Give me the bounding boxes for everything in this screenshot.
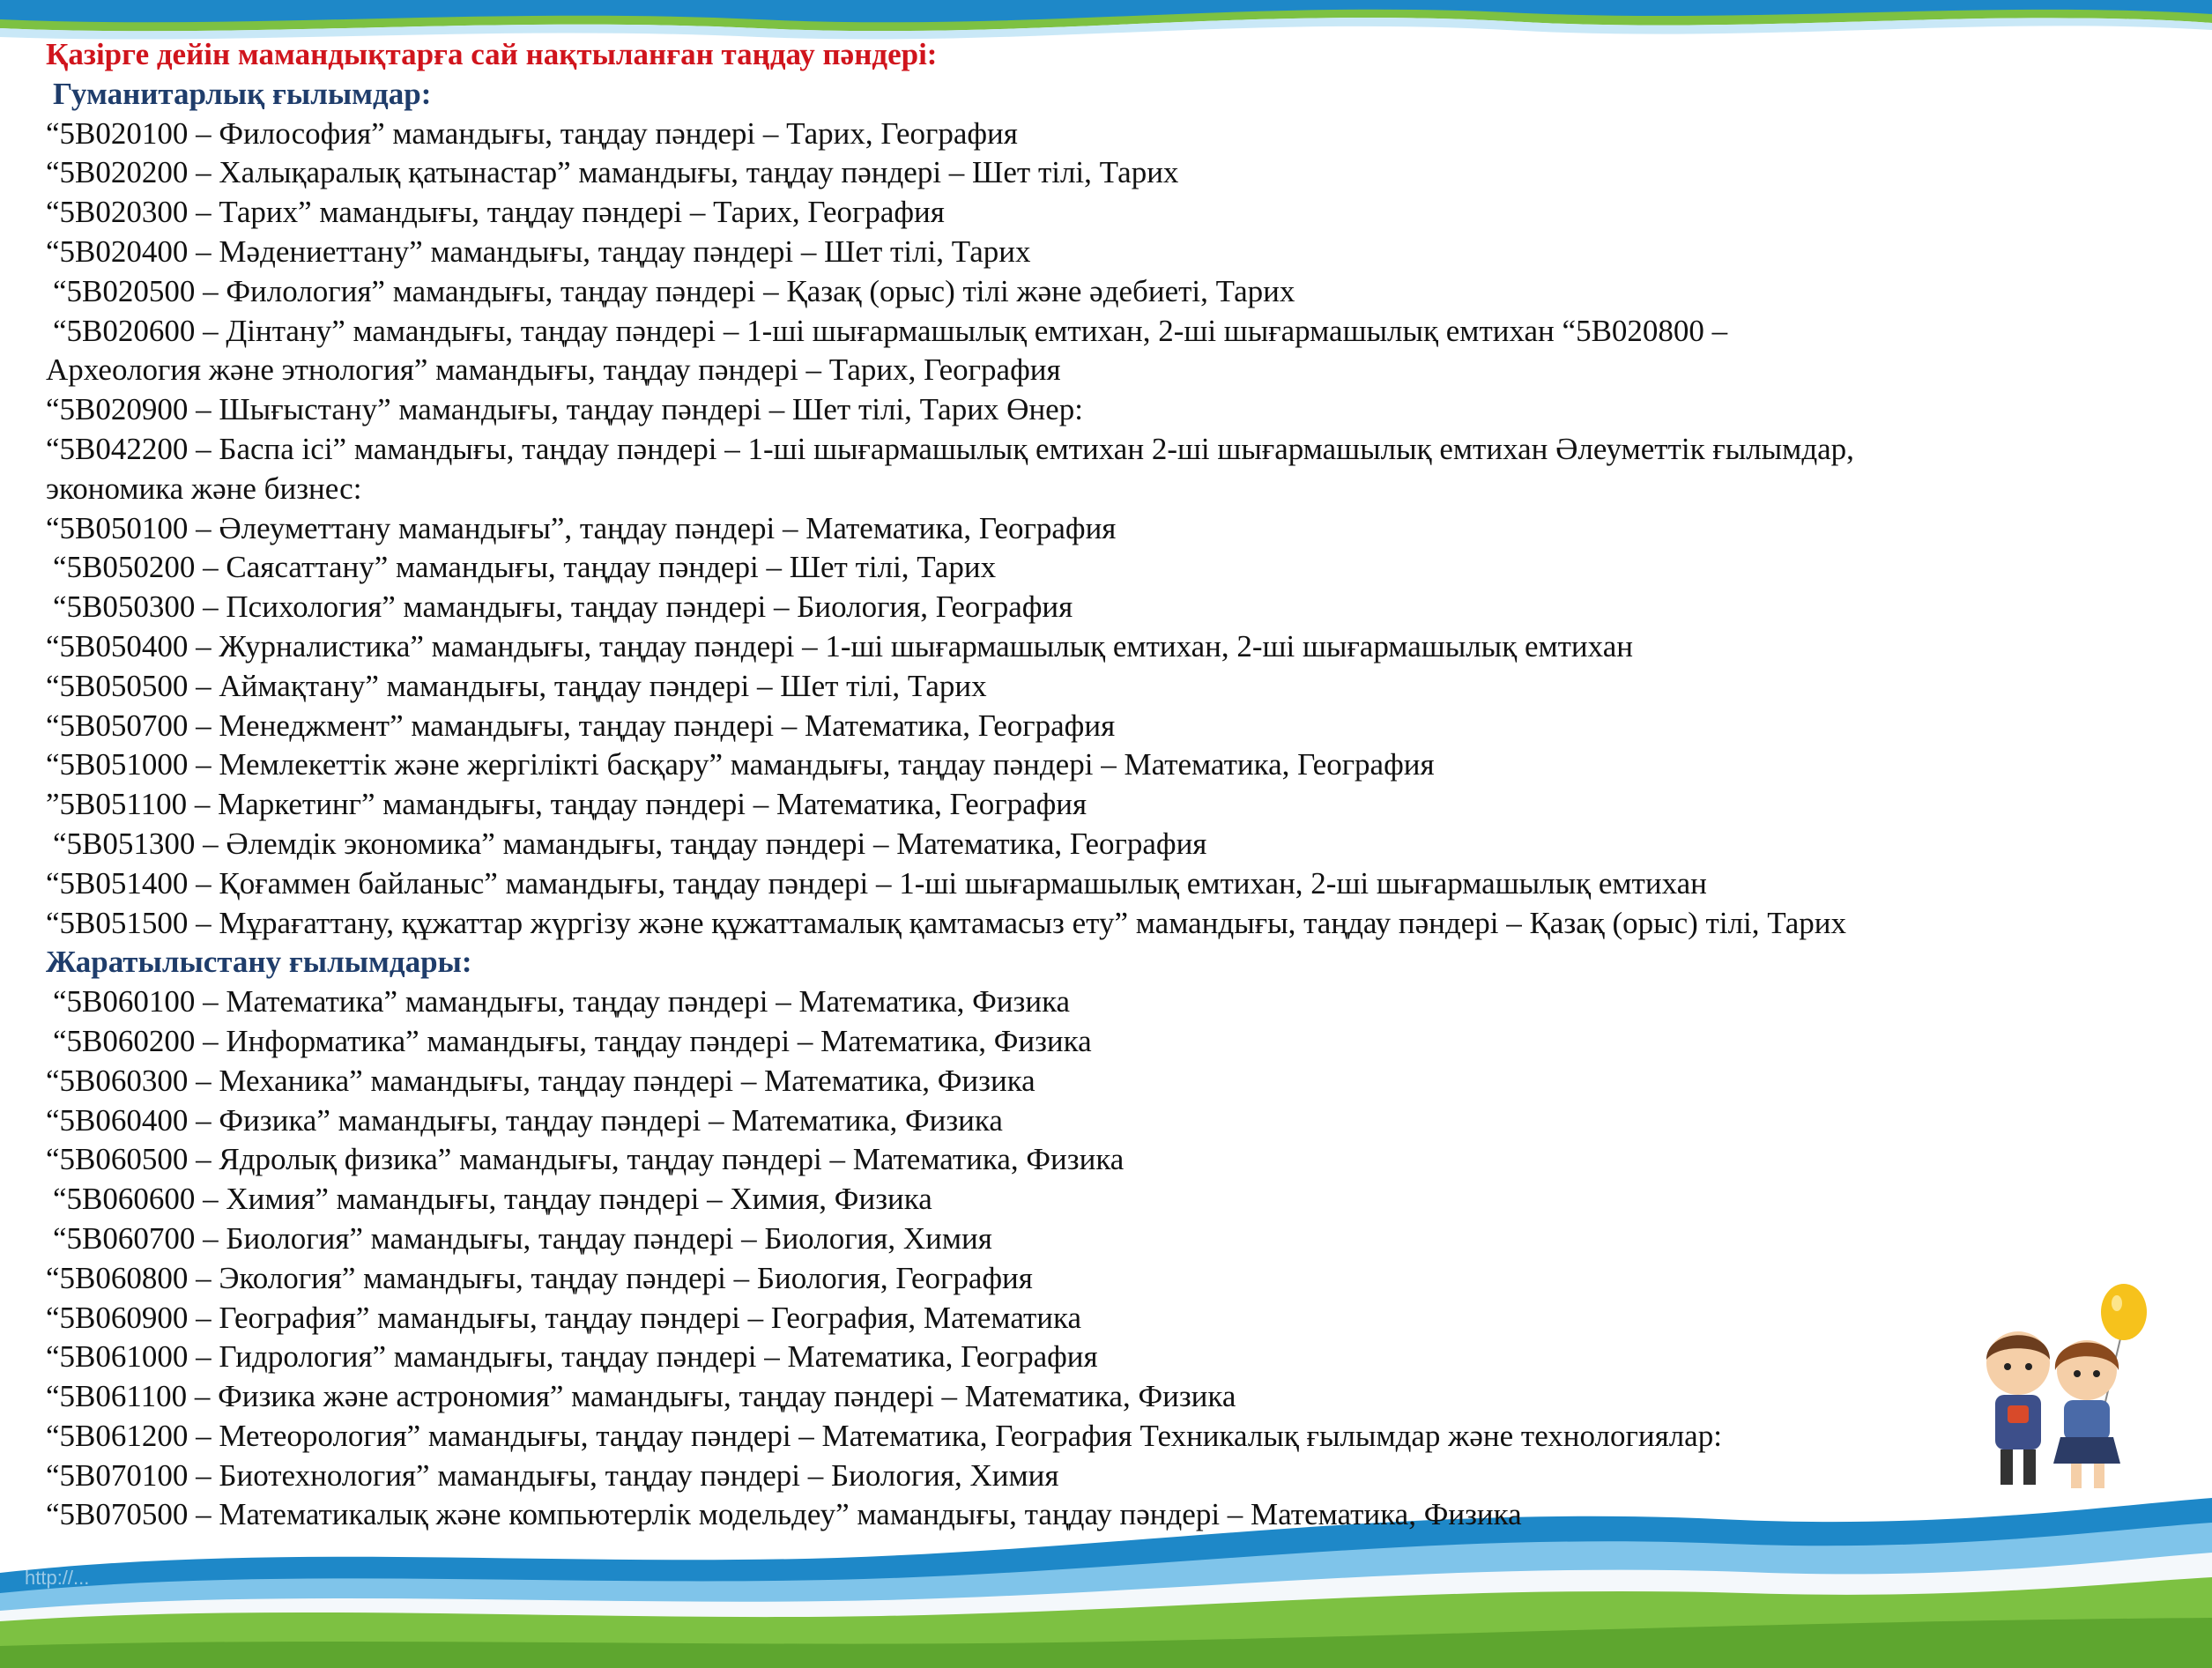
list-item: “5В020500 – Филология” мамандығы, таңдау пәндері – Қазақ (орыс) тілі және әдебиеті, Тарих [53, 273, 1295, 308]
list-item: “5В060900 – География” мамандығы, таңдау пәндері – География, Математика [46, 1300, 1081, 1335]
list-item: “5В051400 – Қоғаммен байланыс” мамандығы, таңдау пәндері – 1-ші шығармашылық емтихан, 2-ші шығармашылық емтихан [46, 865, 1707, 901]
list-item: “5В051000 – Мемлекеттік және жергілікті басқару” мамандығы, таңдау пәндері – Математика, География [46, 747, 1435, 782]
list-item: “5В050200 – Саясаттану” мамандығы, таңдау пәндері – Шет тілі, Тарих [53, 550, 997, 585]
list-item: Археология және этнология” мамандығы, таңдау пәндері – Тарих, География [46, 352, 1061, 388]
list-item: “5В060300 – Механика” мамандығы, таңдау пәндері – Математика, Физика [46, 1063, 1035, 1098]
list-item: “5В050500 – Аймақтану” мамандығы, таңдау пәндері – Шет тілі, Тарих [46, 668, 987, 703]
natural-sciences-list [46, 982, 2038, 1535]
list-item: “5В070100 – Биотехнология” мамандығы, таңдау пәндері – Биология, Химия [46, 1457, 1059, 1493]
list-item: экономика және бизнес: [46, 471, 362, 506]
watermark-url: http://... [25, 1567, 90, 1589]
list-item: “5В050300 – Психология” мамандығы, таңдау пәндері – Биология, География [53, 589, 1073, 625]
list-item: “5В020300 – Тарих” мамандығы, таңдау пәндері – Тарих, География [46, 195, 945, 230]
list-item: “5В050700 – Менеджмент” мамандығы, таңдау пәндері – Математика, География [46, 708, 1116, 743]
list-item: ”5В051100 – Маркетинг” мамандығы, таңдау пәндері – Математика, География [46, 787, 1087, 822]
list-item: “5В051300 – Әлемдік экономика” мамандығы, таңдау пәндері – Математика, География [53, 826, 1207, 861]
list-item: “5В020400 – Мәдениеттану” мамандығы, таңдау пәндері – Шет тілі, Тарих [46, 234, 1031, 269]
list-item: “5В060500 – Ядролық физика” мамандығы, таңдау пәндері – Математика, Физика [46, 1142, 1125, 1177]
list-item: “5В060400 – Физика” мамандығы, таңдау пәндері – Математика, Физика [46, 1102, 1003, 1138]
list-item: “5В060700 – Биология” мамандығы, таңдау пәндері – Биология, Химия [53, 1220, 992, 1256]
section-heading-humanities: Гуманитарлық ғылымдар: [53, 76, 432, 111]
list-item: “5В061200 – Метеорология” мамандығы, таңдау пәндері – Математика, География Техникалық ғылымдар және технологиялар: [46, 1418, 1722, 1453]
document-body [46, 35, 2038, 1535]
section-heading-natural-sciences: Жаратылыстану ғылымдары: [46, 945, 472, 980]
list-item: “5В020600 – Дінтану” мамандығы, таңдау пәндері – 1-ші шығармашылық емтихан, 2-ші шығармашылық емтихан “5В020800 – [53, 313, 1728, 348]
list-item: “5В060100 – Математика” мамандығы, таңдау пәндері – Математика, Физика [53, 984, 1071, 1019]
list-item: “5В051500 – Мұрағаттану, құжаттар жүргізу және құжаттамалық қамтамасыз ету” мамандығы, таңдау пәндері – Қазақ (орыс) тілі, Тарих [46, 905, 1847, 940]
list-item: “5В060600 – Химия” мамандығы, таңдау пәндері – Химия, Физика [53, 1182, 932, 1217]
list-item: “5В050400 – Журналистика” мамандығы, таңдау пәндері – 1-ші шығармашылық емтихан, 2-ші шығармашылық емтихан [46, 628, 1633, 663]
list-item: “5В060800 – Экология” мамандығы, таңдау пәндері – Биология, География [46, 1260, 1033, 1295]
list-item: “5В050100 – Әлеуметтану мамандығы”, таңдау пәндері – Математика, География [46, 510, 1117, 545]
page-title: Қазірге дейін мамандықтарға сай нақтыланған таңдау пәндері: [46, 37, 938, 71]
list-item: “5В020900 – Шығыстану” мамандығы, таңдау пәндері – Шет тілі, Тарих Өнер: [46, 392, 1083, 427]
list-item: “5В020200 – Халықаралық қатынастар” мамандығы, таңдау пәндері – Шет тілі, Тарих [46, 155, 1179, 190]
list-item: “5В061000 – Гидрология” мамандығы, таңдау пәндері – Математика, География [46, 1339, 1098, 1375]
humanities-list [46, 115, 2038, 944]
list-item: “5В061100 – Физика және астрономия” мамандығы, таңдау пәндері – Математика, Физика [46, 1379, 1236, 1414]
list-item: “5В020100 – Философия” мамандығы, таңдау пәндері – Тарих, География [46, 115, 1018, 151]
list-item: “5В070500 – Математикалық және компьютерлік модельдеу” мамандығы, таңдау пәндері – Математика, Физика [46, 1497, 1522, 1532]
list-item: “5В060200 – Информатика” мамандығы, таңдау пәндері – Математика, Физика [53, 1023, 1092, 1058]
list-item: “5В042200 – Баспа ісі” мамандығы, таңдау пәндері – 1-ші шығармашылық емтихан 2-ші шығармашылық емтихан Әлеуметтік ғылымдар, [46, 431, 1854, 466]
